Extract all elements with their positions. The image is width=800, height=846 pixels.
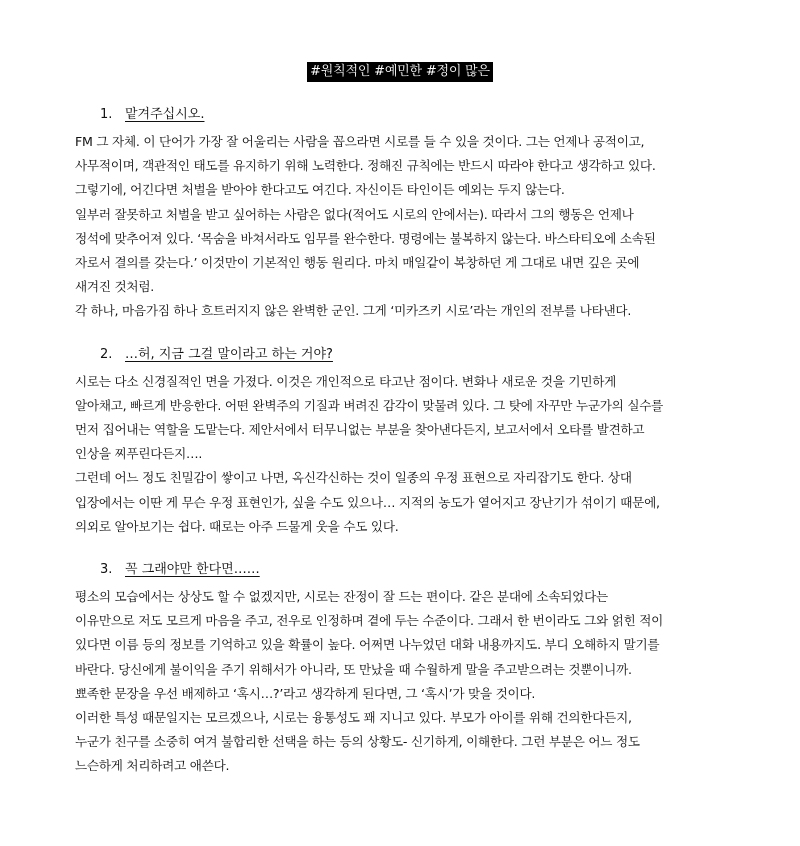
body-line: 뾰족한 문장을 우선 배제하고 ‘혹시…?’라고 생각하게 된다면, 그 ‘혹시’가 맞을 것이다.	[75, 685, 536, 701]
section-heading	[100, 559, 800, 581]
section-body	[75, 585, 725, 779]
body-line: 평소의 모습에서는 상상도 할 수 없겠지만, 시로는 잔정이 잘 드는 편이다. 같은 분대에 소속되었다는	[75, 589, 608, 605]
section-number: 1.	[100, 107, 113, 122]
section-number: 3.	[100, 562, 113, 578]
body-line: 있다면 이름 등의 정보를 기억하고 있을 확률이 높다. 어쩌면 나누었던 대화 내용까지도. 부디 오해하지 말기를	[75, 637, 660, 653]
body-line: 새겨진 것처럼.	[75, 279, 154, 295]
section-heading	[100, 344, 800, 366]
body-line: 그렇기에, 어긴다면 처벌을 받아야 한다고도 여긴다. 자신이든 타인이든 예외는 두지 않는다.	[75, 182, 565, 198]
body-line: 인상을 찌푸린다든지….	[75, 446, 203, 462]
section-heading-text: …허, 지금 그걸 말이라고 하는 거야?	[125, 346, 333, 362]
body-line: 그런데 어느 정도 친밀감이 쌓이고 나면, 옥신각신하는 것이 일종의 우정 표현으로 자리잡기도 한다. 상대	[75, 470, 632, 486]
body-line: 사무적이며, 객관적인 태도를 유지하기 위해 노력한다. 정해진 규칙에는 반드시 따라야 한다고 생각하고 있다.	[75, 158, 656, 174]
body-line: FM 그 자체. 이 단어가 가장 잘 어울리는 사람을 꼽으라면 시로를 들 수 있을 것이다. 그는 언제나 공적이고,	[75, 134, 645, 149]
section-3	[0, 559, 800, 779]
body-line: 느슨하게 처리하려고 애쓴다.	[75, 758, 230, 774]
body-line: 누군가 친구를 소중히 여겨 불합리한 선택을 하는 등의 상황도- 신기하게, 이해한다. 그런 부분은 어느 정도	[75, 734, 640, 750]
section-heading	[100, 104, 800, 126]
body-line: 각 하나, 마음가짐 하나 흐트러지지 않은 완벽한 군인. 그게 ‘미카즈키 시로’라는 개인의 전부를 나타낸다.	[75, 303, 632, 319]
body-line: 알아채고, 빠르게 반응한다. 어떤 완벽주의 기질과 벼려진 감각이 맞물려 있다. 그 탓에 자꾸만 누군가의 실수를	[75, 397, 664, 413]
body-line: 정석에 맞추어져 있다. ‘목숨을 바쳐서라도 임무를 완수한다. 명령에는 불복하지 않는다. 바스타티오에 소속된	[75, 230, 656, 246]
section-2	[0, 344, 800, 539]
section-body	[75, 370, 725, 539]
section-1	[0, 104, 800, 324]
body-line: 바란다. 당신에게 불이익을 주기 위해서가 아니라, 또 만났을 때 수월하게 말을 주고받으려는 것뿐이니까.	[75, 661, 632, 677]
body-line: 일부러 잘못하고 처벌을 받고 싶어하는 사람은 없다(적어도 시로의 안에서는). 따라서 그의 행동은 언제나	[75, 206, 634, 222]
section-number: 2.	[100, 346, 113, 362]
body-line: 이유만으로 저도 모르게 마음을 주고, 전우로 인정하며 곁에 두는 수준이다. 그래서 한 번이라도 그와 얽힌 적이	[75, 613, 664, 629]
document-title: #원칙적인 #예민한 #정이 많은	[307, 62, 493, 82]
body-line: 먼저 집어내는 역할을 도맡는다. 제안서에서 터무니없는 부분을 찾아낸다든지, 보고서에서 오타를 발견하고	[75, 422, 645, 438]
body-line: 자로서 결의를 갖는다.’ 이것만이 기본적인 행동 원리다. 마치 매일같이 복창하던 게 그대로 내면 깊은 곳에	[75, 255, 640, 271]
section-heading-text: 꼭 그래야만 한다면……	[125, 562, 260, 578]
title-wrapper	[0, 60, 800, 82]
body-line: 시로는 다소 신경질적인 면을 가졌다. 이것은 개인적으로 타고난 점이다. 변화나 새로운 것을 기민하게	[75, 373, 617, 389]
body-line: 의외로 알아보기는 쉽다. 때로는 아주 드물게 웃을 수도 있다.	[75, 518, 399, 534]
section-body	[75, 130, 725, 324]
section-heading-text: 맡겨주십시오.	[125, 107, 205, 122]
body-line: 이러한 특성 때문일지는 모르겠으나, 시로는 융통성도 꽤 지니고 있다. 부모가 아이를 위해 건의한다든지,	[75, 710, 632, 726]
body-line: 입장에서는 이딴 게 무슨 우정 표현인가, 싶을 수도 있으나… 지적의 농도가 옅어지고 장난기가 섞이기 때문에,	[75, 494, 660, 510]
